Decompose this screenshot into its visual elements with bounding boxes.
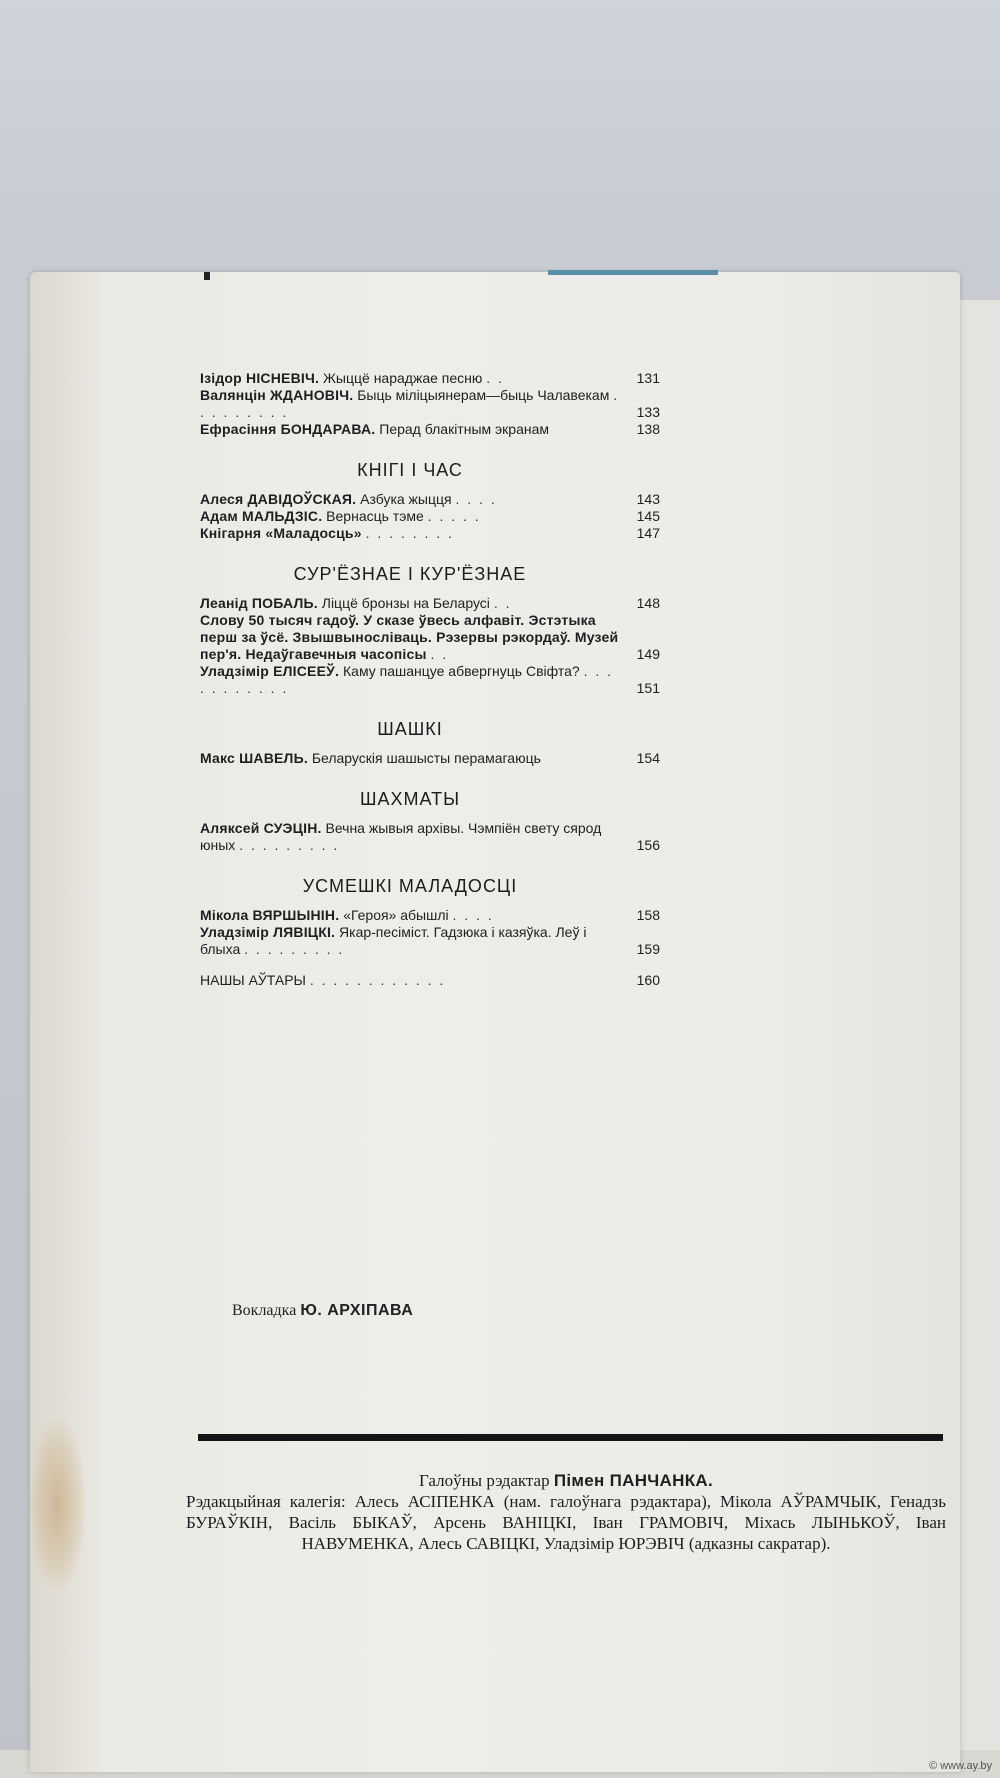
section-heading-draughts: ШАШКІ <box>377 719 443 739</box>
toc-entry: Валянцін ЖДАНОВІЧ. Быць міліцыянерам—быць Чалавекам . . . . . . . . . 133 <box>200 387 660 420</box>
page-number: 158 <box>636 907 660 923</box>
section-heading-smiles: УСМЕШКІ МАЛАДОСЦІ <box>302 876 518 896</box>
toc-entry: Макс ШАВЕЛЬ. Беларускія шашысты перамагаюць 154 <box>200 750 660 766</box>
page-number: 138 <box>636 421 660 437</box>
page-number: 145 <box>636 508 660 524</box>
page-number: 133 <box>636 404 660 420</box>
cover-blue-edge <box>548 270 718 275</box>
cover-credit: Вокладка Ю. АРХІПАВА <box>232 1302 414 1319</box>
page-number: 131 <box>636 370 660 386</box>
editorial-board: Рэдакцыйная калегія: Алесь АСІПЕНКА (нам. галоўнага рэдактара), Мікола АЎРАМЧЫК, Генадзь БУРАЎКІН, Васіль БЫКАЎ, Арсень ВАНІЦКІ, Іван ГРАМОВІЧ, Міхась ЛЫНЬКОЎ, Іван НАВУМЕНКА, Алесь САВІЦКІ, Уладзімір ЮРЭВІЧ (адказны сакратар). <box>186 1492 946 1553</box>
page-number: 159 <box>636 941 660 957</box>
toc-entry: Ізідор НІСНЕВІЧ. Жыццё нараджае песню . . 131 <box>200 370 660 386</box>
page-number: 151 <box>636 680 660 696</box>
page-tab-mark <box>204 272 210 280</box>
divider-rule <box>198 1434 943 1441</box>
page-number: 143 <box>636 491 660 507</box>
table-of-contents <box>200 370 660 989</box>
page-stain <box>30 1420 85 1590</box>
toc-entry: Леанід ПОБАЛЬ. Ліццё бронзы на Беларусі . . 148 <box>200 595 660 611</box>
page-number: 147 <box>636 525 660 541</box>
toc-entry: Слову 50 тысяч гадоў. У сказе ўвесь алфавіт. Эстэтыка перш за ўсё. Звышвыносліваць. Рэзервы рэкордаў. Музей пер'я. Недаўгавечныя часопісы . . 149 <box>200 612 660 662</box>
toc-entry: Ефрасіння БОНДАРАВА. Перад блакітным экранам 138 <box>200 421 660 437</box>
section-heading-chess: ШАХМАТЫ <box>359 789 461 809</box>
toc-entry: Адам МАЛЬДЗІС. Вернасць тэме . . . . . 145 <box>200 508 660 524</box>
toc-entry: Алеся ДАВІДОЎСКАЯ. Азбука жыцця . . . . 143 <box>200 491 660 507</box>
page-number: 160 <box>636 972 660 988</box>
toc-entry: Мікола ВЯРШЫНІН. «Героя» абышлі . . . . 158 <box>200 907 660 923</box>
site-watermark: © www.ay.by <box>929 1760 992 1772</box>
page-number: 154 <box>636 750 660 766</box>
colophon <box>186 1470 946 1554</box>
toc-entry: Уладзімір ЛЯВІЦКІ. Якар-песіміст. Гадзюка і казяўка. Леў і блыха . . . . . . . . . 159 <box>200 924 660 957</box>
toc-entry-authors: НАШЫ АЎТАРЫ . . . . . . . . . . . . 160 <box>200 972 660 988</box>
toc-entry: Кнігарня «Маладосць» . . . . . . . . 147 <box>200 525 660 541</box>
page-number: 156 <box>636 837 660 853</box>
toc-entry: Аляксей СУЭЦІН. Вечна жывыя архівы. Чэмпіён свету сярод юных . . . . . . . . . 156 <box>200 820 660 853</box>
section-heading-serious: СУР'ЁЗНАЕ І КУР'ЁЗНАЕ <box>293 564 527 584</box>
toc-entry: Уладзімір ЕЛІСЕЕЎ. Каму пашанцуе абвергнуць Свіфта? . . . . . . . . . . . 151 <box>200 663 660 696</box>
page-number: 148 <box>636 595 660 611</box>
chief-editor-line: Галоўны рэдактар Пімен ПАНЧАНКА. <box>419 1471 713 1490</box>
page-number: 149 <box>636 646 660 662</box>
section-heading-books: КНІГІ І ЧАС <box>357 460 463 480</box>
